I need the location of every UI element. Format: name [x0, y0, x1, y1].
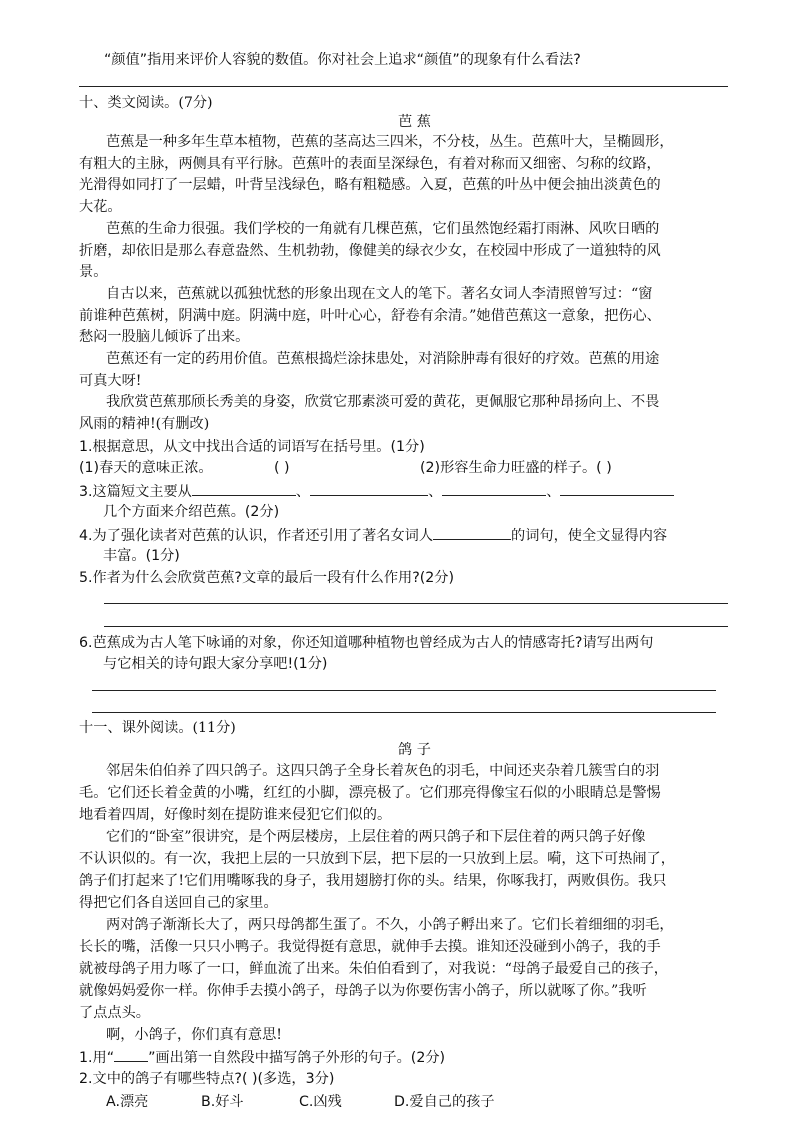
question-4 [79, 525, 667, 546]
passage-line: 光滑得如同打了一层蜡，叶背呈浅绿色，略有粗糙感。入夏，芭蕉的叶丛中便会抽出淡黄色的 [79, 177, 661, 193]
passage-line: 折磨，却依旧是那么春意盎然、生机勃勃，像健美的绿衣少女，在校园中形成了一道独特的风 [79, 243, 661, 259]
passage-line: 大花。 [79, 199, 122, 215]
answer-paren[interactable]: ( ) [274, 460, 290, 476]
option-d[interactable]: D.爱自己的孩子 [394, 1094, 495, 1110]
passage-line: 愁闷一股脑儿倾诉了出来。 [79, 329, 250, 345]
passage-line: 自古以来，芭蕉就以孤独忧愁的形象出现在文人的笔下。著名女词人李清照曾写过：“窗 [106, 286, 653, 302]
passage-line: 了点点头。 [79, 1005, 150, 1021]
question-11-1-suffix: ”画出第一自然段中描写鸽子外形的句子。(2分) [148, 1050, 446, 1066]
passage-line: 不认识似的。有一次，我把上层的一只放到下层，把下层的一只放到上层。嗬，这下可热闹了， [79, 851, 675, 867]
answer-blank[interactable] [442, 481, 546, 496]
question-3 [79, 481, 674, 502]
separator: 、 [428, 484, 443, 500]
passage-title-pigeon: 鸽 子 [398, 742, 431, 758]
separator: 、 [546, 484, 561, 500]
question-11-1-prefix: 1.用“ [79, 1050, 115, 1066]
underline-sample [114, 1047, 148, 1062]
passage-line: 它们的“卧室”很讲究，是个两层楼房，上层住着的两只鸽子和下层住着的两只鸽子好像 [106, 829, 646, 845]
passage-line: 啊，小鸽子，你们真有意思! [106, 1027, 282, 1043]
question-6: 6.芭蕉成为古人笔下咏诵的对象，你还知道哪种植物也曾经成为古人的情感寄托?请写出两句 [79, 635, 654, 651]
question-4-prefix: 4.为了强化读者对芭蕉的认识，作者还引用了著名女词人 [79, 528, 434, 544]
passage-line: 得把它们各自送回自己的家里。 [79, 895, 278, 911]
question-6-continued: 与它相关的诗句跟大家分享吧!(1分) [103, 656, 328, 672]
answer-blank[interactable] [192, 481, 296, 496]
section-11-heading: 十一、课外阅读。(11分) [79, 720, 236, 736]
question-3-continued: 几个方面来介绍芭蕉。(2分) [103, 504, 280, 520]
passage-line: 毛。它们还长着金黄的小嘴，红红的小脚，漂亮极了。它们那亮得像宝石似的小眼睛总是警惕 [79, 785, 661, 801]
question-11-2: 2.文中的鸽子有哪些特点?( )(多选，3分) [79, 1071, 335, 1087]
passage-line: 芭蕉还有一定的药用价值。芭蕉根捣烂涂抹患处，对消除肿毒有很好的疗效。芭蕉的用途 [106, 351, 660, 367]
passage-title-banana: 芭 蕉 [398, 114, 431, 130]
passage-line: 地看着四周，好像时刻在提防谁来侵犯它们似的。 [79, 807, 392, 823]
question-5: 5.作者为什么会欣赏芭蕉?文章的最后一段有什么作用?(2分) [79, 570, 455, 586]
question-1: 1.根据意思，从文中找出合适的词语写在括号里。(1分) [79, 439, 425, 455]
question-11-1 [79, 1047, 445, 1068]
question-4-suffix: 的词句，使全文显得内容 [511, 528, 668, 544]
passage-line: 前谁种芭蕉树，阴满中庭。阴满中庭，叶叶心心，舒卷有余清。”她借芭蕉这一意象，把伤心、 [79, 308, 661, 324]
option-a[interactable]: A.漂亮 [106, 1094, 149, 1110]
passage-line: 可真大呀! [79, 373, 142, 389]
answer-line[interactable] [92, 690, 716, 691]
answer-blank[interactable] [310, 481, 428, 496]
question-1-part-2: (2)形容生命力旺盛的样子。( ) [420, 460, 612, 476]
answer-line[interactable] [79, 86, 728, 87]
option-b[interactable]: B.好斗 [201, 1094, 244, 1110]
passage-line: 芭蕉的生命力很强。我们学校的一角就有几棵芭蕉，它们虽然饱经霜打雨淋、风吹日晒的 [106, 221, 660, 237]
passage-line: 芭蕉是一种多年生草本植物，芭蕉的茎高达三四米，不分枝，丛生。芭蕉叶大，呈椭圆形， [106, 134, 674, 150]
question-1-part-1: (1)春天的意味正浓。 [79, 460, 213, 476]
question-3-prefix: 3.这篇短文主要从 [79, 484, 192, 500]
passage-line: 两对鸽子渐渐长大了，两只母鸽都生蛋了。不久，小鸽子孵出来了。它们长着细细的羽毛， [106, 917, 674, 933]
passage-line: 邻居朱伯伯养了四只鸽子。这四只鸽子全身长着灰色的羽毛，中间还夹杂着几簇雪白的羽 [106, 763, 660, 779]
top-question: “颜值”指用来评价人容貌的数值。你对社会上追求“颜值”的现象有什么看法? [104, 52, 581, 68]
passage-line: 就像妈妈爱你一样。你伸手去摸小鸽子，母鸽子以为你要伤害小鸽子，所以就啄了你。”我听 [79, 983, 647, 999]
passage-line: 景。 [79, 264, 108, 280]
passage-line: 我欣赏芭蕉那颀长秀美的身姿，欣赏它那素淡可爱的黄花，更佩服它那种昂扬向上、不畏 [106, 394, 660, 410]
passage-line: 就被母鸽子用力啄了一口，鲜血流了出来。朱伯伯看到了，对我说：“母鸽子最爱自己的孩子， [79, 961, 668, 977]
answer-line[interactable] [104, 626, 728, 627]
separator: 、 [295, 484, 311, 500]
answer-blank[interactable] [560, 481, 674, 496]
passage-line: 鸽子们打起来了!它们用嘴啄我的身子，我用翅膀打你的头。结果，你啄我打，两败俱伤。我只 [79, 873, 667, 889]
section-10-heading: 十、类文阅读。(7分) [79, 95, 213, 111]
answer-line[interactable] [92, 712, 716, 713]
option-c[interactable]: C.凶残 [299, 1094, 342, 1110]
passage-line: 长长的嘴，活像一只只小鸭子。我觉得挺有意思，就伸手去摸。谁知还没碰到小鸽子，我的手 [79, 939, 661, 955]
passage-line: 有粗大的主脉，两侧具有平行脉。芭蕉叶的表面呈深绿色，有着对称而又细密、匀称的纹路， [79, 156, 661, 172]
passage-line: 风雨的精神!(有删改) [79, 416, 210, 432]
answer-line[interactable] [104, 603, 728, 604]
question-4-continued: 丰富。(1分) [103, 548, 180, 564]
answer-blank[interactable] [433, 525, 511, 540]
